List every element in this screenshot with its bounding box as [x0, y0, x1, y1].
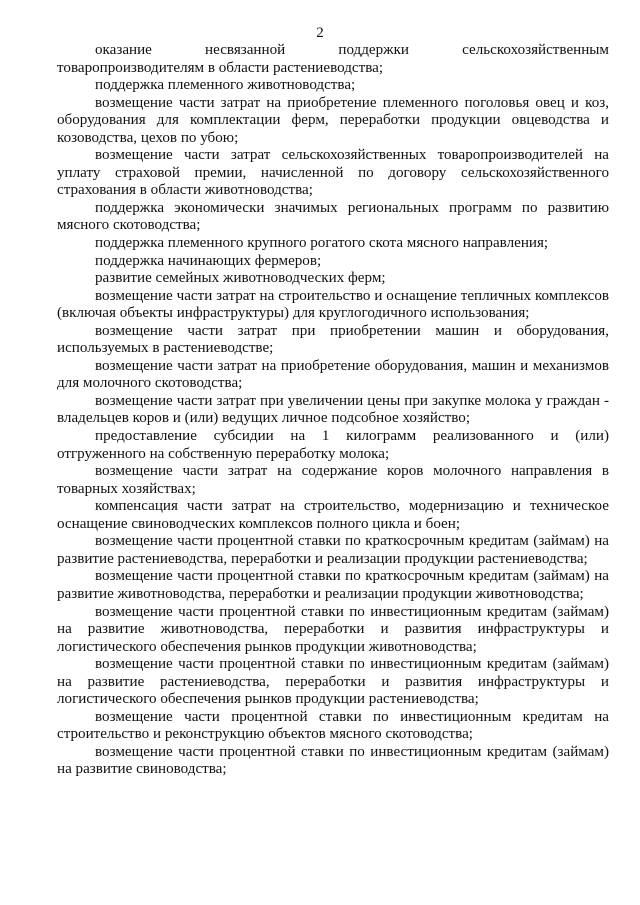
list-item: возмещение части затрат на строительство и оснащение тепличных комплексов (включая объекты инфраструктуры) для круглогодичного использования;	[57, 287, 609, 322]
list-item: возмещение части процентной ставки по краткосрочным кредитам (займам) на развитие животноводства, переработки и реализации продукции животноводства;	[57, 568, 609, 602]
list-item: поддержка экономически значимых региональных программ по развитию мясного скотоводства;	[57, 199, 609, 234]
list-item: возмещение части процентной ставки по инвестиционным кредитам (займам) на развитие животноводства, переработки и развития инфраструктуры и логистического обеспечения рынков продукции животноводства;	[57, 603, 609, 655]
list-item: развитие семейных животноводческих ферм;	[95, 270, 386, 287]
list-item: поддержка племенного крупного рогатого скота мясного направления;	[95, 235, 549, 252]
list-item: возмещение части затрат на приобретение оборудования, машин и механизмов для молочного скотоводства;	[57, 357, 609, 392]
list-item: возмещение части процентной ставки по инвестиционным кредитам (займам) на развитие свиноводства;	[57, 743, 609, 778]
document-body	[57, 42, 609, 779]
list-item: поддержка начинающих фермеров;	[95, 252, 322, 269]
list-item: возмещение части затрат на содержание коров молочного направления в товарных хозяйствах;	[57, 463, 609, 497]
list-item: возмещение части затрат при увеличении цены при закупке молока у граждан - владельцев коров и (или) ведущих личное подсобное хозяйство;	[57, 392, 609, 427]
list-item: возмещение части процентной ставки по инвестиционным кредитам (займам) на развитие растениеводства, переработки и развития инфраструктуры и логистического обеспечения рынков продукции растениеводства;	[57, 656, 609, 708]
list-item: возмещение части затрат при приобретении машин и оборудования, используемых в растениеводстве;	[57, 322, 609, 357]
list-item: предоставление субсидии на 1 килограмм реализованного и (или) отгруженного на собственную переработку молока;	[57, 428, 609, 462]
list-item: компенсация части затрат на строительство, модернизацию и техническое оснащение свиноводческих комплексов полного цикла и боен;	[57, 498, 609, 532]
list-item: возмещение части процентной ставки по краткосрочным кредитам (займам) на развитие растениеводства, переработки и реализации продукции растениеводства;	[57, 533, 609, 567]
list-item: возмещение части затрат сельскохозяйственных товаропроизводителей на уплату страховой премии, начисленной по договору сельскохозяйственного страхования в области животноводства;	[57, 147, 609, 199]
list-item: оказание несвязанной поддержки сельскохозяйственным товаропроизводителям в области растениеводства;	[57, 42, 609, 76]
list-item: поддержка племенного животноводства;	[95, 77, 356, 94]
list-item: возмещение части процентной ставки по инвестиционным кредитам на строительство и реконструкцию объектов мясного скотоводства;	[57, 708, 609, 743]
list-item: возмещение части затрат на приобретение племенного поголовья овец и коз, оборудования для комплектации ферм, переработки продукции овцеводства и козоводства, цехов по убою;	[57, 94, 609, 146]
page-number: 2	[316, 25, 324, 41]
